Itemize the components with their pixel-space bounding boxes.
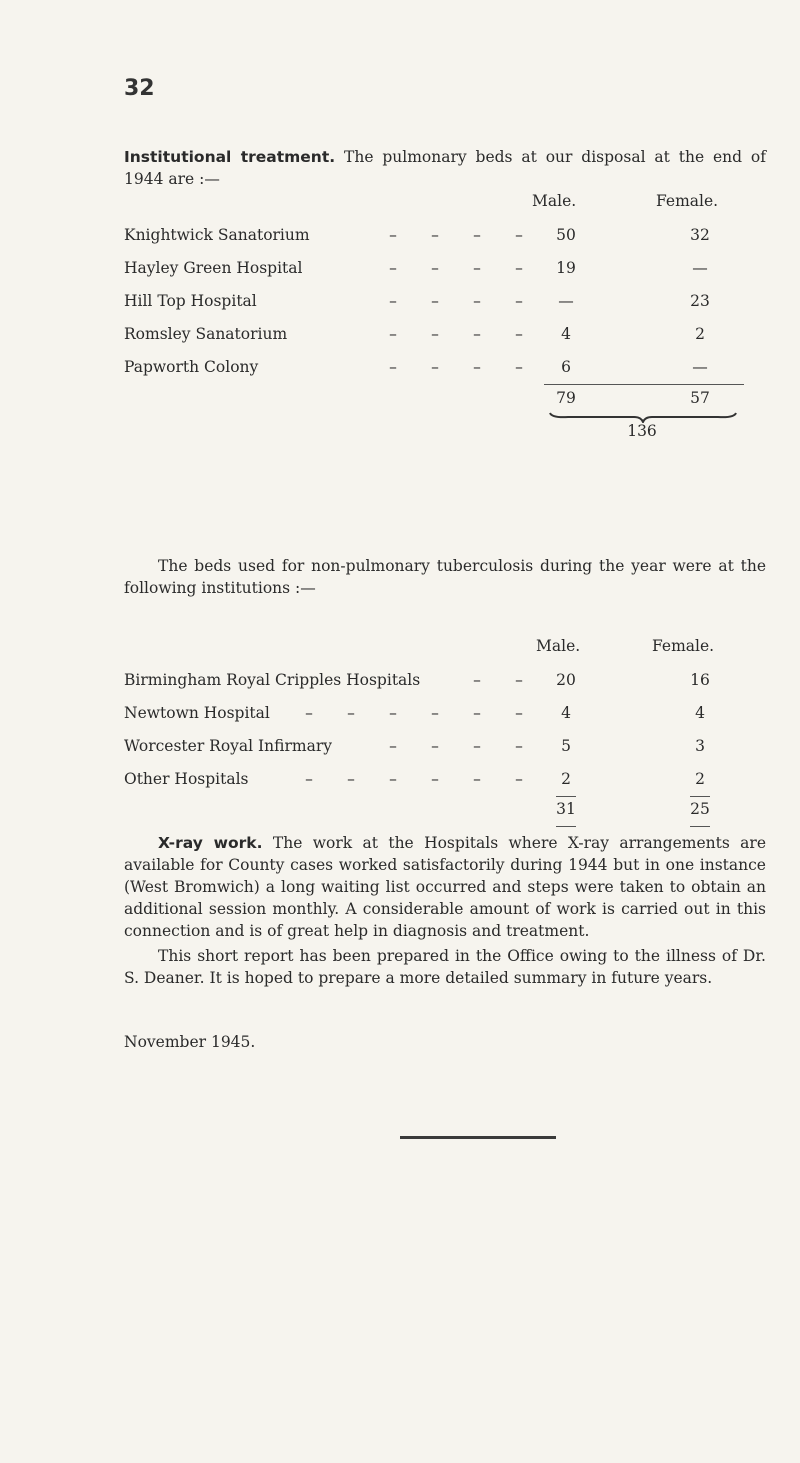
male-count: 19 — [556, 259, 576, 277]
female-count: 4 — [695, 704, 705, 722]
institution-name: Knightwick Sanatorium — [124, 226, 310, 244]
page-number: 32 — [124, 76, 155, 101]
total-female: 57 — [690, 389, 710, 407]
institution-name: Newtown Hospital — [124, 704, 270, 722]
total-rule-male — [556, 796, 576, 797]
institution-name: Birmingham Royal Cripples Hospitals — [124, 671, 421, 689]
male-count: 4 — [561, 704, 571, 722]
leader-dashes: – – – – — [389, 259, 523, 277]
grand-total-row — [124, 422, 766, 444]
institution-name: Worcester Royal Infirmary — [124, 737, 333, 755]
xray-text: The work at the Hospitals where X-ray arrangements are available for County cases worked satisfactorily during 1944 but in one instance (West Bromwich) a long waiting list occurred and steps were taken to obtain an additional session monthly. A considerable amount of work is carried out in this connection and is of great help in diagnosis and treatment. — [124, 834, 766, 940]
total-female: 25 — [690, 800, 710, 818]
leader-dashes: – – – – — [389, 325, 523, 343]
female-count: — — [692, 358, 708, 376]
total-male: 31 — [556, 800, 576, 818]
institution-name: Other Hospitals — [124, 770, 249, 788]
col-header-male: Male. — [532, 192, 577, 210]
institutional-intro-text: The pulmonary beds at our disposal at the end of 1944 are :— — [124, 148, 766, 188]
institution-name: Hill Top Hospital — [124, 292, 257, 310]
female-count: 23 — [690, 292, 710, 310]
total-underline-female — [690, 826, 710, 827]
institutional-intro — [124, 146, 766, 190]
closing-paragraph: This short report has been prepared in the Office owing to the illness of Dr. S. Deaner. It is hoped to prepare a more detailed summary in future years. — [124, 947, 766, 987]
non-pulmonary-intro: The beds used for non-pulmonary tuberculosis during the year were at the following institutions :— — [124, 557, 766, 597]
female-count: 3 — [695, 737, 705, 755]
leader-dashes: – – – – — [389, 737, 523, 755]
report-date: November 1945. — [124, 1033, 256, 1051]
leader-dashes: – – – – – – — [305, 770, 523, 788]
female-count: 32 — [690, 226, 710, 244]
male-count: 20 — [556, 671, 576, 689]
female-count: 16 — [690, 671, 710, 689]
table-row — [124, 704, 766, 726]
table-row — [124, 671, 766, 693]
col-header-male: Male. — [536, 637, 581, 655]
institution-name: Papworth Colony — [124, 358, 259, 376]
male-count: 6 — [561, 358, 571, 376]
leader-dashes: – – — [473, 671, 523, 689]
female-count: 2 — [695, 325, 705, 343]
institution-name: Hayley Green Hospital — [124, 259, 303, 277]
table-row — [124, 259, 766, 281]
leader-dashes: – – – – — [389, 292, 523, 310]
totals-row — [124, 389, 766, 411]
non-pulmonary-beds-table — [124, 637, 766, 818]
pulmonary-beds-table — [124, 192, 766, 442]
female-count: — — [692, 259, 708, 277]
table-row — [124, 325, 766, 347]
col-header-female: Female. — [652, 637, 715, 655]
male-count: 4 — [561, 325, 571, 343]
col-header-female: Female. — [656, 192, 719, 210]
male-count: 50 — [556, 226, 576, 244]
table-row — [124, 770, 766, 792]
divider-line — [400, 1136, 556, 1139]
leader-dashes: – – – – – – — [305, 704, 523, 722]
table-row — [124, 226, 766, 248]
totals-row — [124, 800, 766, 822]
male-count: — — [558, 292, 574, 310]
female-count: 2 — [695, 770, 705, 788]
xray-paragraph — [124, 832, 766, 942]
total-rule-female — [690, 796, 710, 797]
leader-dashes: – – – – — [389, 226, 523, 244]
male-count: 2 — [561, 770, 571, 788]
institution-name: Romsley Sanatorium — [124, 325, 288, 343]
grand-total: 136 — [627, 422, 657, 440]
table-row — [124, 737, 766, 759]
total-rule — [544, 384, 744, 385]
table-row — [124, 358, 766, 380]
male-count: 5 — [561, 737, 571, 755]
table-row — [124, 292, 766, 314]
total-underline-male — [556, 826, 576, 827]
total-male: 79 — [556, 389, 576, 407]
leader-dashes: – – – – — [389, 358, 523, 376]
institutional-heading: Institutional treatment. — [124, 148, 336, 166]
xray-heading: X-ray work. — [158, 834, 263, 852]
